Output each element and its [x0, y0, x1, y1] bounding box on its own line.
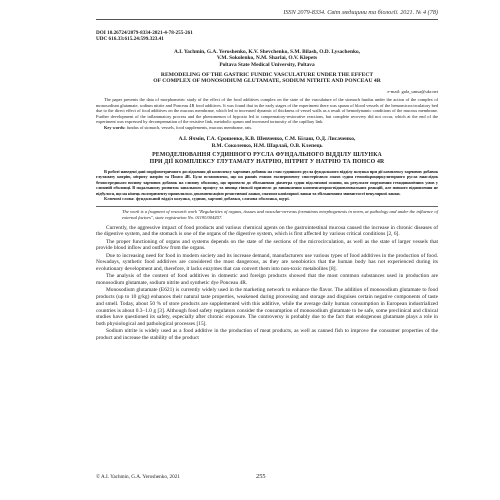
en-affiliation: Poltava State Medical University, Poltava [219, 62, 315, 68]
en-authors-line-1: A.I. Yachmin, G.A. Yeroshenko, K.V. Shevchenko, S.M. Bilash, O.D. Lysachenko, [173, 48, 360, 55]
main-text [96, 225, 438, 343]
page-footer [96, 474, 438, 484]
en-title-line-1: REMODELING OF THE GASTRIC FUNDIC VASCULATURE UNDER THE EFFECT [160, 71, 374, 78]
ua-authors [96, 136, 438, 149]
en-keywords-label: Key words: [104, 124, 126, 130]
journal-issn-header: ISSN 2079-8334. Світ медицини та біології. 2021. № 4 (78) [283, 9, 438, 16]
paragraph: The analysis of the content of food additives in domestic and foreign products showed that the most common substances used in production are monosodium glutamate, sodium nitrite and synthetic dye Ponceau 4R. [96, 273, 438, 287]
udc: UDC 616.33:615.24:599.323.41 [96, 36, 164, 43]
ua-title-line-1: РЕМОДЕЛЮВАННЯ СУДИННОГО РУСЛА ФУНДАЛЬНОГО ВІДДІЛУ ШЛУНКА [152, 151, 382, 158]
note-divider [96, 206, 438, 207]
paragraph: Currently, the aggressive impact of food products and various chemical agents on the gastrointestinal mucosa caused the increase in chronic diseases of the digestive system, and the stomach is one of the organs of the digestive system, which is first affected by various critical conditions [2, 6]. [96, 224, 438, 238]
en-authors [96, 49, 438, 62]
paragraph: The proper functioning of organs and systems depends on the state of the sections of the microcirculation, as well as the state of larger vessels that provide blood inflow and outflow from the organs. [96, 238, 438, 252]
page-number: 255 [256, 473, 266, 480]
paragraph: Due to increasing need for food in modern society and its increase demand, manufacturers use various types of food additives in the production of food. Nowadays, synthetic food additives are considered the most dangerous, as they are xenobiotics that the human body has not experienced during its evolutionary development and, therefore, it lacks enzymes that can convert them into non-toxic metabolites [8]. [96, 252, 438, 273]
article-body [96, 30, 438, 342]
ua-keywords [96, 196, 438, 202]
en-abstract: The paper presents the data of morphometric study of the effect of the food additives complex on the state of the vasculature of the stomach fundus under the action of the complex of monosodium glutamate, sodium nitrite and Ponceau 4R food additives. It was found that in the early stages of the experiment there was spasm of blood vessels of the hemomicrocirculatory bed due to the direct effect of food additives on the mucous membrane, which led to increased dynamic of thickness of vessel walls as a result of hemodynamic conditions of the mucous membrane. Further development of the inflammatory process and the phenomenon of hypoxia led to compensatory-restorative reactions, but complete recovery did not occur, which at the end of the experiment was expressed by decompensation of the resistive link, metabolic spasm and increased tortuosity of the capillary link. [96, 97, 438, 125]
ua-title-line-2: ПРИ ДІЇ КОМПЛЕКСУ ГЛУТАМАТУ НАТРІЮ, НІТРИТ У НАТРІЮ ТА ПОНСО 4R [149, 158, 385, 165]
ua-title [96, 152, 438, 166]
ua-keywords-label: Ключові слова: [104, 196, 135, 202]
ua-authors-line-2: В.М. Соколенко, Н.М. Шарлай, О.В. Клепець [211, 143, 323, 150]
ua-abstract: В роботі наведені дані морфометричного дослідження дії комплексу харчових добавок на стан судинного русла фундального відділу шлунка при дії комплексу харчових добавок глутамату натрію, нітриту натрію та Понсо 4R. Було встановлено, що на ранніх етапах експерименту спостерігався спазм судин гемомікроциркуляторного русла внаслідок безпосереднього впливу харчових добавок на слизову оболонку, що призвело до збільшення діаметра судин підслизової основи, як результат порушення гемодинамічних умов у слизовій оболонці. В подальшому розвиток запального процесу та явища гіпоксії призвело до виникнення компенсаторно-відновлювальних реакцій, але повного відновлення не відбулося, що на кінець експерименту проявлялось декомпенсацією резистивної ланки, спазмом капілярної ланки та збільшенням звивистості венулярної ланки. [96, 168, 438, 196]
paragraph: Sodium nitrite is widely used as a food additive in the production of meat products, as well as canned fish to improve the consumer properties of the product and increase the stability of the product [96, 328, 438, 342]
en-title [96, 72, 438, 86]
paragraph: Monosodium glutamate (E621) is currently widely used in the marketing network to enhance the flavor. The addition of monosodium glutamate to food products (up to 10 g/kg) enhances their natural taste properties, weakened during processing and storage and disguises certain negative components of taste and smell. Today, about 50 % of store products are supplemented with this additive, while the average daily human consumption in European industrialized countries is about 0.3–1.0 g [3]. Although food safety regulators consider the consumption of monosodium glutamate to be safe, some preclinical and clinical studies have questioned its safety, especially after chronic exposure. The controversy is probably due to the fact that endogenous glutamate plays a role in both physiological and pathological processes [15]. [96, 287, 438, 328]
en-keywords-text: fundus of stomach, vessels, food supplements, mucous membrane, rats. [126, 124, 253, 130]
contact-email: e-mail: gala_umsa@ukr.net [387, 89, 438, 95]
ua-keywords-text: фундальний відділ шлунка, судини, харчові добавки, слизова оболонка, щурі. [135, 196, 290, 202]
en-keywords [96, 125, 438, 131]
ua-authors-line-1: А.І. Ячмін, Г.А. Єрошенко, К.В. Шевченко, С.М. Білаш, О.Д. Лисаченко, [178, 136, 356, 143]
copyright: © A.I. Yachmin, G.A. Yeroshenko, 2021 [96, 474, 180, 480]
en-authors-line-2: V.M. Sokolenko, N.M. Sharlai, O.V. Klepets [216, 55, 318, 62]
header-rule [96, 19, 438, 20]
en-title-line-2: OF COMPLEX OF MONOSODIUM GLUTAMATE, SODIUM NITRITE AND PONCEAU 4R [153, 78, 381, 85]
research-note: The work is a fragment of research work "Regularities of organs, tissues and vascular-nervous formations morphogenesis in norm, at pathology and under the influence of external factors", state registration No. 0119U004457. [122, 208, 438, 220]
doi: DOI 10.26724/2079-8334-2021-4-78-255-261 [96, 30, 193, 36]
